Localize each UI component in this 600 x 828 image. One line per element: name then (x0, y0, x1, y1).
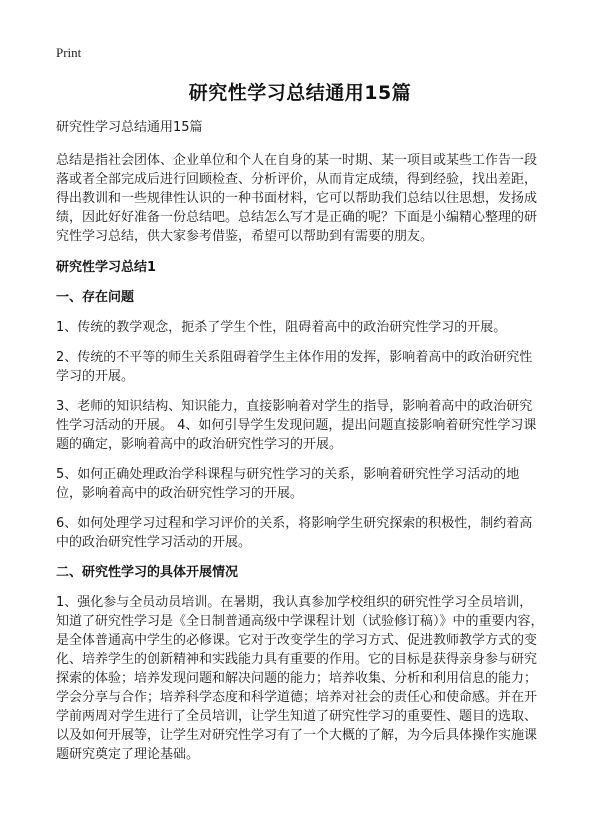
problem-item-1: 1、传统的教学观念，扼杀了学生个性，阻碍着高中的政治研究性学习的开展。 (56, 320, 507, 335)
document-subtitle: 研究性学习总结通用15篇 (56, 120, 203, 135)
intro-paragraph: 总结是指社会团体、企业单位和个人在自身的某一时期、某一项目或某些工作告一段落或者全部完成后进行回顾检查、分析评价，从而肯定成绩，得到经验，找出差距，得出教训和一些规律性认识的一种书面材料，它可以帮助我们总结以往思想，发扬成绩，因此好好准备一份总结吧。总结怎么写才是正确的呢？下面是小编精心整理的研究性学习总结，供大家参考借鉴，希望可以帮助到有需要的朋友。 (56, 153, 538, 244)
training-paragraph: 1、强化参与全员动员培训。在暑期，我认真参加学校组织的研究性学习全员培训，知道了研究性学习是《全日制普通高级中学课程计划（试验修订稿）》中的重要内容，是全体普通高中学生的必修课。它对于改变学生的学习方式、促进教师教学方式的变化、培养学生的创新精神和实践能力具有重要的作用。它的目标是获得亲身参与研究探索的体验；培养发现问题和解决问题的能力；培养收集、分析和利用信息的能力；学会分享与合作；培养科学态度和科学道德；培养对社会的责任心和使命感。并在开学前两周对学生进行了全员培训，让学生知道了研究性学习的重要性、题目的选取、以及如何开展等，让学生对研究性学习有了一个大概的了解，为今后具体操作实施课题研究奠定了理论基础。 (56, 595, 544, 762)
section-title: 研究性学习总结1 (56, 260, 157, 275)
heading-problems: 一、存在问题 (56, 290, 135, 305)
problem-item-3: 3、老师的知识结构、知识能力，直接影响着对学生的指导，影响着高中的政治研究性学习活动的开展。 4、如何引导学生发现问题，提出问题直接影响着研究性学习课题的确定，影响着高中的政治研究性学习的开展。 (56, 399, 537, 452)
print-link[interactable]: Print (56, 45, 82, 60)
heading-activities: 二、研究性学习的具体开展情况 (56, 565, 239, 580)
problem-item-6: 6、如何处理学习过程和学习评价的关系，将影响学生研究探索的积极性，制约着高中的政治研究性学习活动的开展。 (56, 516, 533, 550)
document-body (56, 118, 544, 775)
problem-item-5: 5、如何正确处理政治学科课程与研究性学习的关系，影响着研究性学习活动的地位，影响着高中的政治研究性学习的开展。 (56, 467, 520, 501)
problem-item-2: 2、传统的不平等的师生关系阻碍着学生主体作用的发挥，影响着高中的政治研究性学习的开展。 (56, 350, 533, 384)
page-title: 研究性学习总结通用15篇 (188, 82, 412, 104)
